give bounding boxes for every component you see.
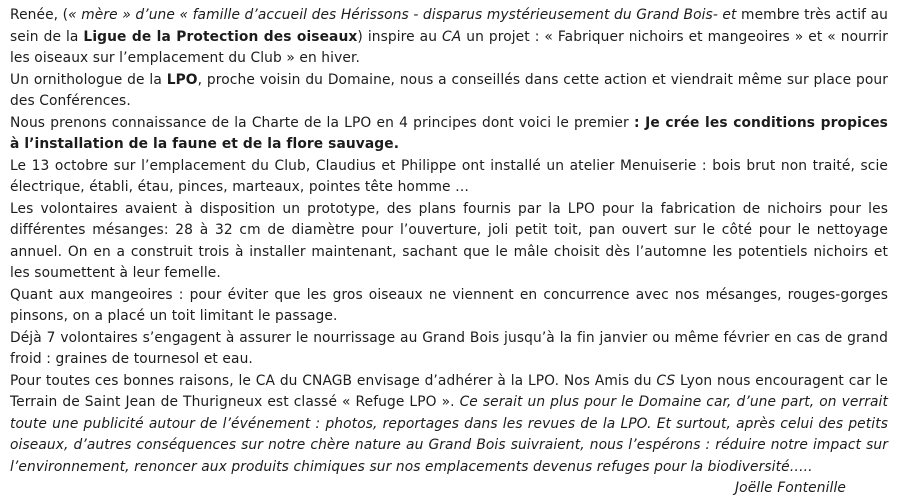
text-run: Renée, ( xyxy=(10,7,69,23)
paragraph-charte-lpo xyxy=(10,113,888,156)
text-run: Les volontaires avaient à disposition un prototype, des plans fournis par la LPO pour la fabrication de nichoirs pour les différentes mésanges: 28 à 32 cm de diamètre pour l’ouverture, joli petit toit, pan ouvert sur le côté pour le nettoyage annuel. On en a construit trois à installer maintenant, sachant que le mâle choisit dès l’automne les potentiels nichoirs et les soumettent à leur femelle. xyxy=(10,200,888,281)
text-run: LPO xyxy=(166,71,198,88)
paragraph-atelier-menuiserie xyxy=(10,156,888,199)
paragraph-prototype-nichoirs xyxy=(10,199,888,285)
text-run: Un ornithologue de la xyxy=(10,71,167,88)
text-run: , proche voisin du Domaine, nous a conseillés dans cette action et viendrait même sur place pour des Conférences. xyxy=(10,71,888,109)
text-run: : Je crée les conditions propices à l’installation de la faune et de la flore sauvage. xyxy=(10,114,888,152)
text-run: CS xyxy=(656,372,676,389)
text-run: Déjà 7 volontaires s’engagent à assurer le nourrissage au Grand Bois jusqu’à la fin janvier ou même février en cas de grand froid : graines de tournesol et eau. xyxy=(10,329,888,367)
paragraph-mangeoires xyxy=(10,285,888,328)
text-run: Ce serait un plus pour le Domaine car, d’une part, on verrait toute une publicité autour de l’événement : photos, reportages dans les revues de la LPO. Et surtout, après celui des petits oiseaux, d’autres conséquences sur notre chère nature au Grand Bois suivraient, nous l’espérons : réduire notre impact sur l’environnement, renoncer aux produits chimiques sur nos emplacements devenus refuges pour la biodiversité….. xyxy=(10,394,888,475)
signature xyxy=(10,478,888,499)
text-run: membre très actif au sein de la xyxy=(10,7,889,45)
text-run: ) inspire au xyxy=(357,28,443,45)
text-run: Lyon nous encouragent car le Terrain de Saint Jean de Thurigneux est classé « Refuge LPO ». xyxy=(10,372,889,410)
text-run: Nous prenons connaissance de la Charte de la LPO en 4 principes dont voici le premier xyxy=(10,114,634,131)
text-run: Le 13 octobre sur l’emplacement du Club, Claudius et Philippe ont installé un atelier Menuiserie : bois brut non traité, scie électrique, établi, étau, pinces, marteaux, pointes tête homme … xyxy=(10,157,888,195)
paragraph-adhesion-lpo xyxy=(10,371,888,479)
text-run: un projet : « Fabriquer nichoirs et mangeoires » et « nourrir les oiseaux sur l’emplacement du Club » en hiver. xyxy=(10,28,889,66)
text-run: Pour toutes ces bonnes raisons, le CA du CNAGB envisage d’adhérer à la LPO. Nos Amis du xyxy=(10,372,657,389)
paragraph-renee-projet xyxy=(10,5,888,70)
text-run: Joëlle Fontenille xyxy=(735,480,846,496)
text-run: « mère » d’une « famille d’accueil des Hérissons - disparus mystérieusement du Grand Bois- et xyxy=(68,7,742,23)
text-run: CA xyxy=(442,28,462,45)
paragraph-ornithologue xyxy=(10,70,888,113)
text-run: Ligue de la Protection des oiseaux xyxy=(83,28,358,45)
paragraph-nourrissage xyxy=(10,328,888,371)
text-run: Quant aux mangeoires : pour éviter que les gros oiseaux ne viennent en concurrence avec nos mésanges, rouges-gorges pinsons, on a placé un toit limitant le passage. xyxy=(10,286,888,324)
